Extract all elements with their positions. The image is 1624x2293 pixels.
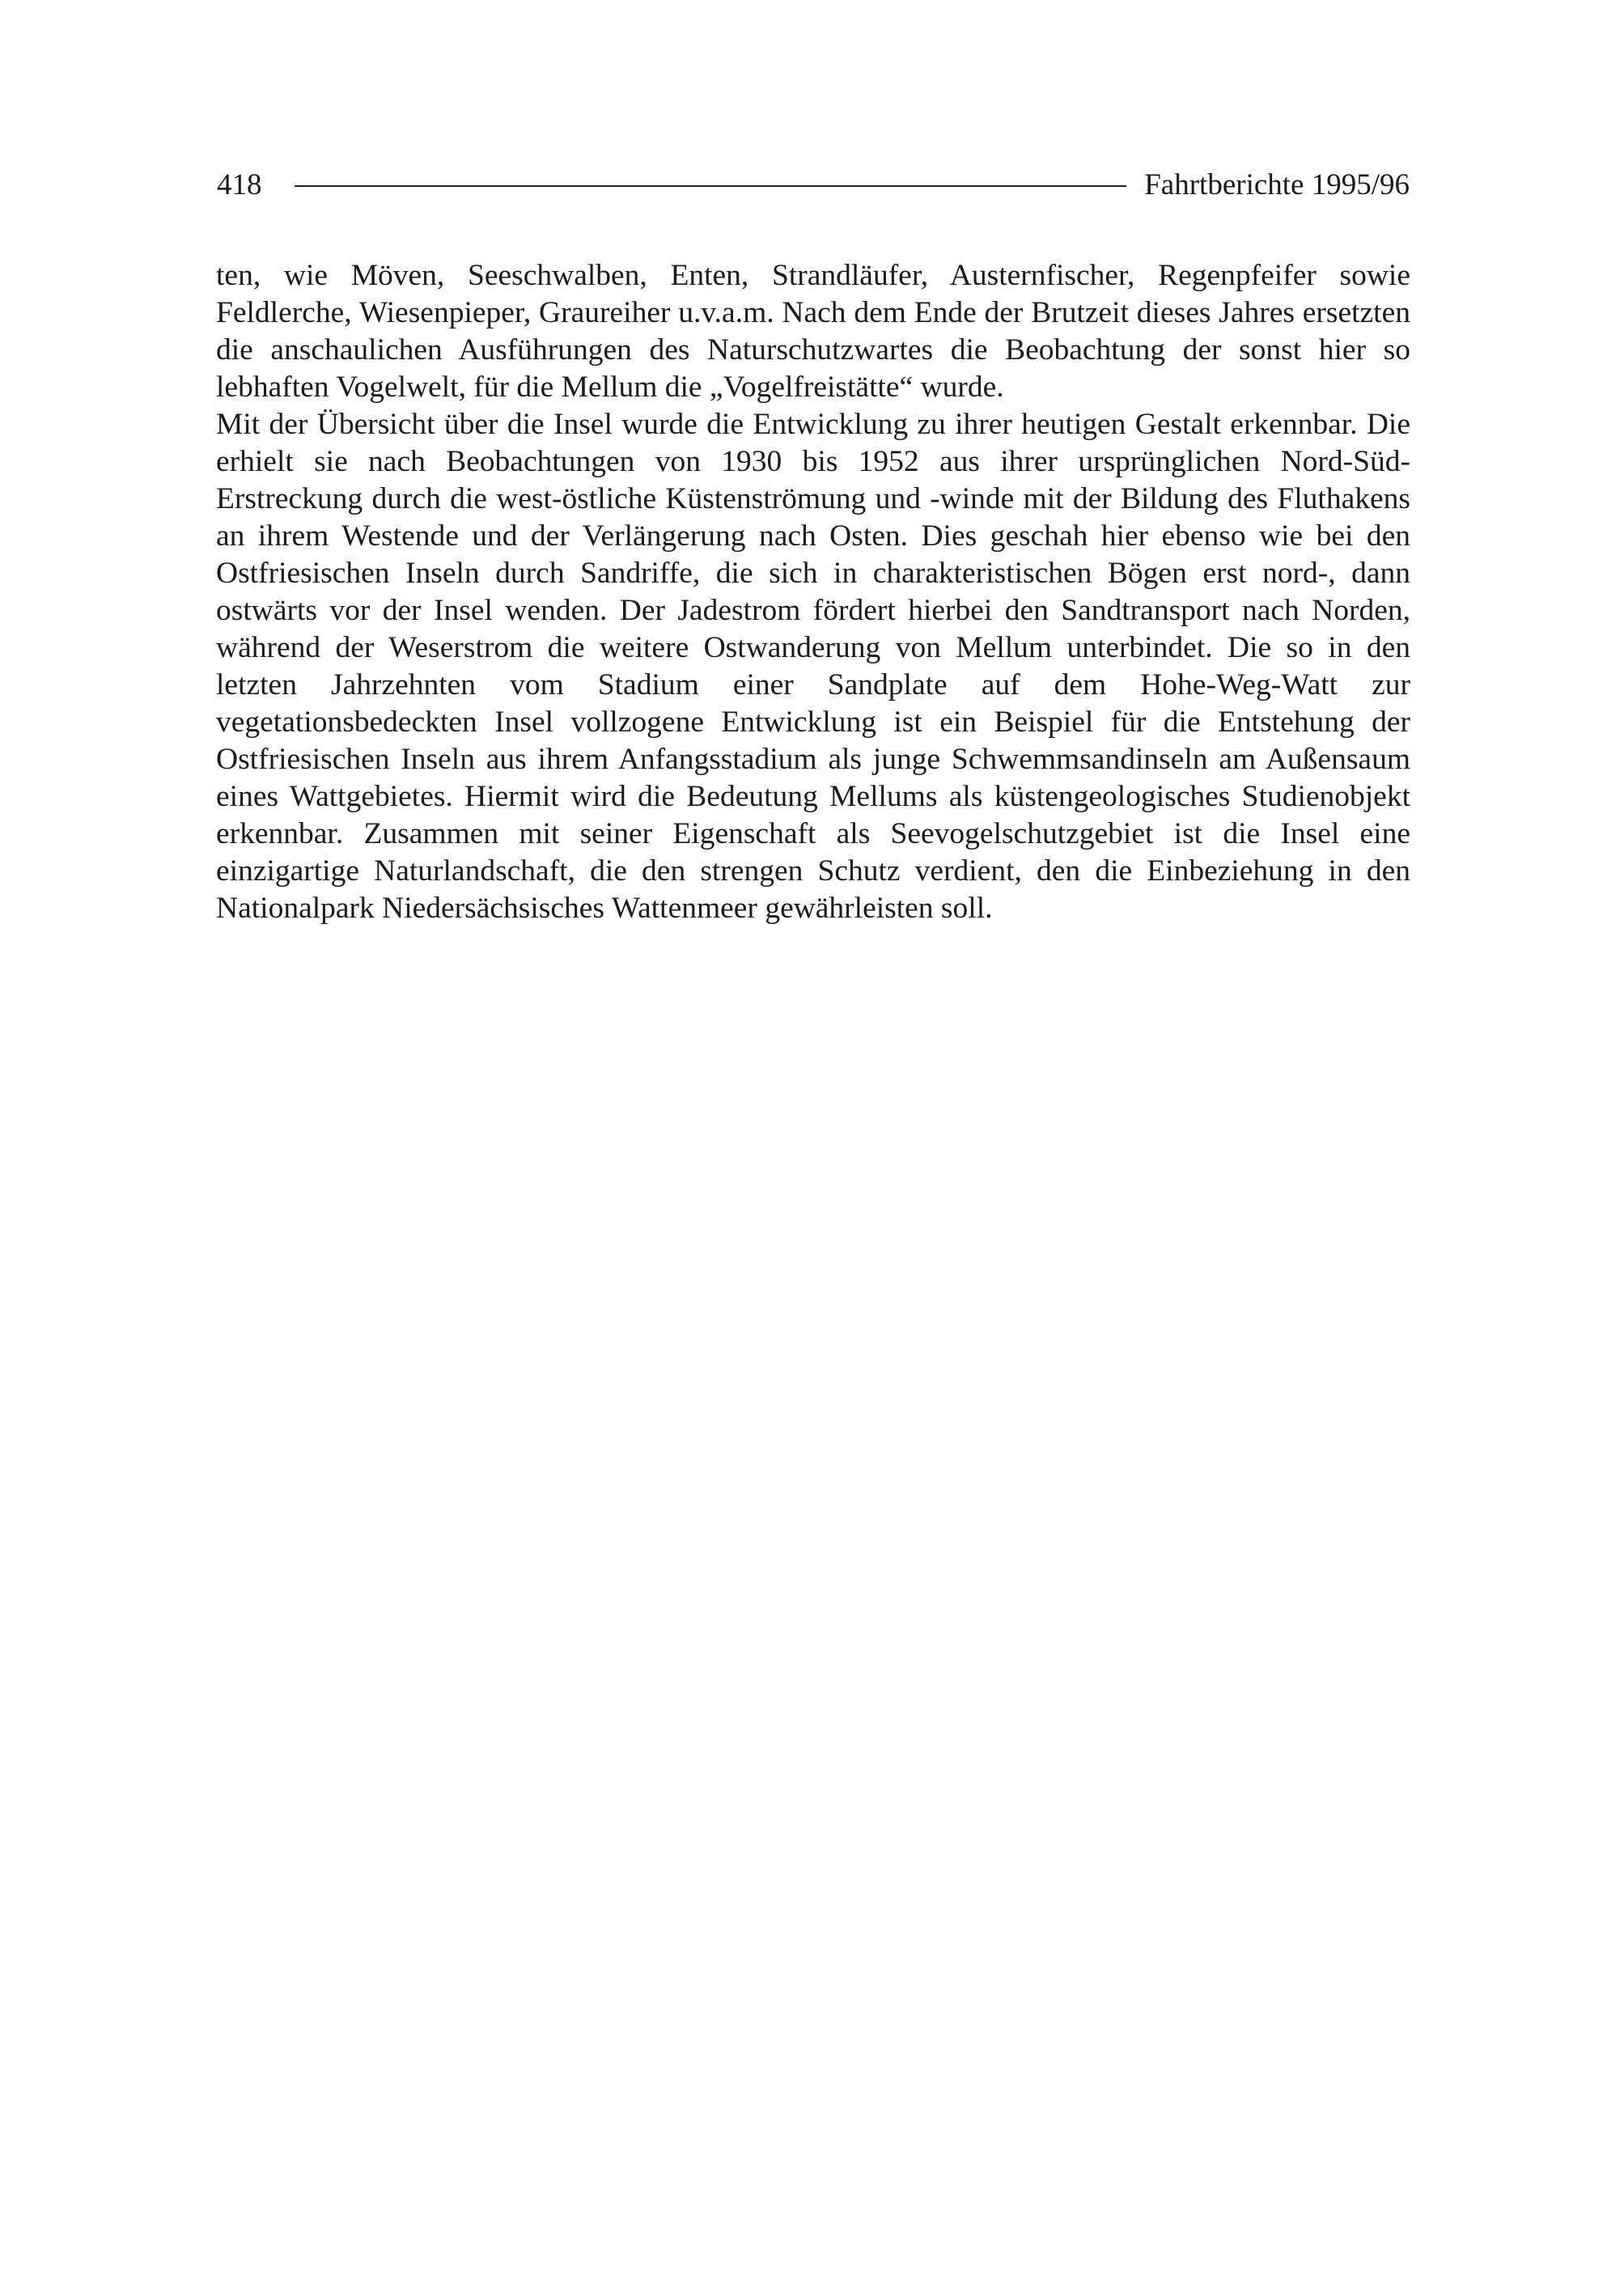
page-number: 418: [217, 167, 262, 201]
body-text: [216, 257, 1410, 927]
running-head: [217, 160, 1410, 209]
paragraph: Mit der Übersicht über die Insel wurde die Entwicklung zu ihrer heutigen Gestalt erkennbar. Die erhielt sie nach Beobachtungen von 1930 bis 1952 aus ihrer ursprünglichen Nord-Süd-Erstreckung durch die west-östliche Küstenströmung und -winde mit der Bildung des Fluthakens an ihrem Westende und der Verlängerung nach Osten. Dies geschah hier ebenso wie bei den Ostfriesischen Inseln durch Sandriffe, die sich in charakteristischen Bögen erst nord-, dann ostwärts vor der Insel wenden. Der Jadestrom fördert hierbei den Sandtransport nach Norden, während der Weserstrom die weitere Ostwanderung von Mellum unterbindet. Die so in den letzten Jahrzehnten vom Stadium einer Sandplate auf dem Hohe-Weg-Watt zur vegetationsbedeckten Insel vollzogene Entwicklung ist ein Beispiel für die Entstehung der Ostfriesischen Inseln aus ihrem Anfangsstadium als junge Schwemmsandinseln am Außensaum eines Wattgebietes. Hiermit wird die Bedeutung Mellums als küstengeologisches Studienobjekt erkennbar. Zusammen mit seiner Eigenschaft als Seevogelschutzgebiet ist die Insel eine einzigartige Naturlandschaft, die den strengen Schutz verdient, den die Einbeziehung in den Nationalpark Niedersächsisches Wattenmeer gewährleisten soll.: [216, 408, 1410, 925]
paragraph: ten, wie Möven, Seeschwalben, Enten, Strandläufer, Austernfischer, Regenpfeifer sowie Feldlerche, Wiesenpieper, Graureiher u.v.a.m. Nach dem Ende der Brutzeit dieses Jahres ersetzten die anschaulichen Ausführungen des Naturschutzwartes die Beobachtung der sonst hier so lebhaften Vogelwelt, für die Mellum die „Vogelfreistätte“ wurde.: [216, 259, 1410, 404]
header-rule: [295, 185, 1127, 187]
running-title: Fahrtberichte 1995/96: [1144, 167, 1410, 201]
